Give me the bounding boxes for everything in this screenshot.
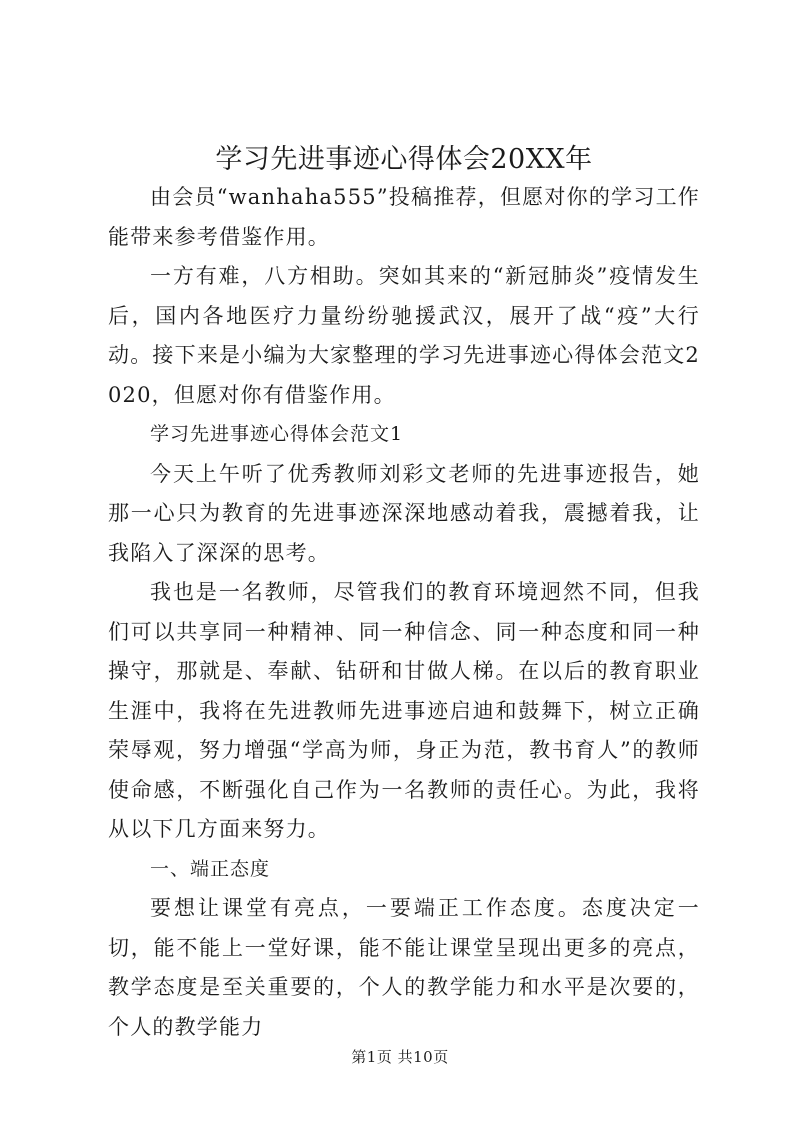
- section-title: 学习先进事迹心得体会范文1: [150, 423, 404, 445]
- document-title: 学习先进事迹心得体会20XX年: [215, 144, 593, 175]
- closing-paragraph: 要想让课堂有亮点，一要端正工作态度。态度决定一切，能不能上一堂好课，能不能让课堂呈现出更多的亮点，教学态度是至关重要的，个人的教学能力和水平是次要的，个人的教学能力: [108, 896, 700, 1039]
- subheading: 一、端正态度: [150, 857, 271, 880]
- body-paragraph-2: 我也是一名教师，尽管我们的教育环境迥然不同，但我们可以共享同一种精神、同一种信念、同一种态度和同一种操守，那就是、奉献、钻研和甘做人梯。在以后的教育职业生涯中，我将在先进教师先进事迹启迪和鼓舞下，树立正确荣辱观，努力增强“学高为师，身正为范，教书育人”的教师使命感，不断强化自己作为一名教师的责任心。为此，我将从以下几方面来努力。: [108, 580, 700, 841]
- intro-paragraph-2: 一方有难，八方相助。突如其来的“新冠肺炎”疫情发生后，国内各地医疗力量纷纷驰援武汉，展开了战“疫”大行动。接下来是小编为大家整理的学习先进事迹心得体会范文2020，但愿对你有借鉴作用。: [108, 264, 700, 407]
- body-paragraph-1: 今天上午听了优秀教师刘彩文老师的先进事迹报告，她那一心只为教育的先进事迹深深地感动着我，震撼着我，让我陷入了深深的思考。: [108, 461, 700, 565]
- document-page: [108, 140, 700, 1047]
- intro-paragraph-1: 由会员“wanhaha555”投稿推荐，但愿对你的学习工作能带来参考借鉴作用。: [108, 185, 700, 249]
- page-footer: 第1页 共10页: [351, 1048, 449, 1066]
